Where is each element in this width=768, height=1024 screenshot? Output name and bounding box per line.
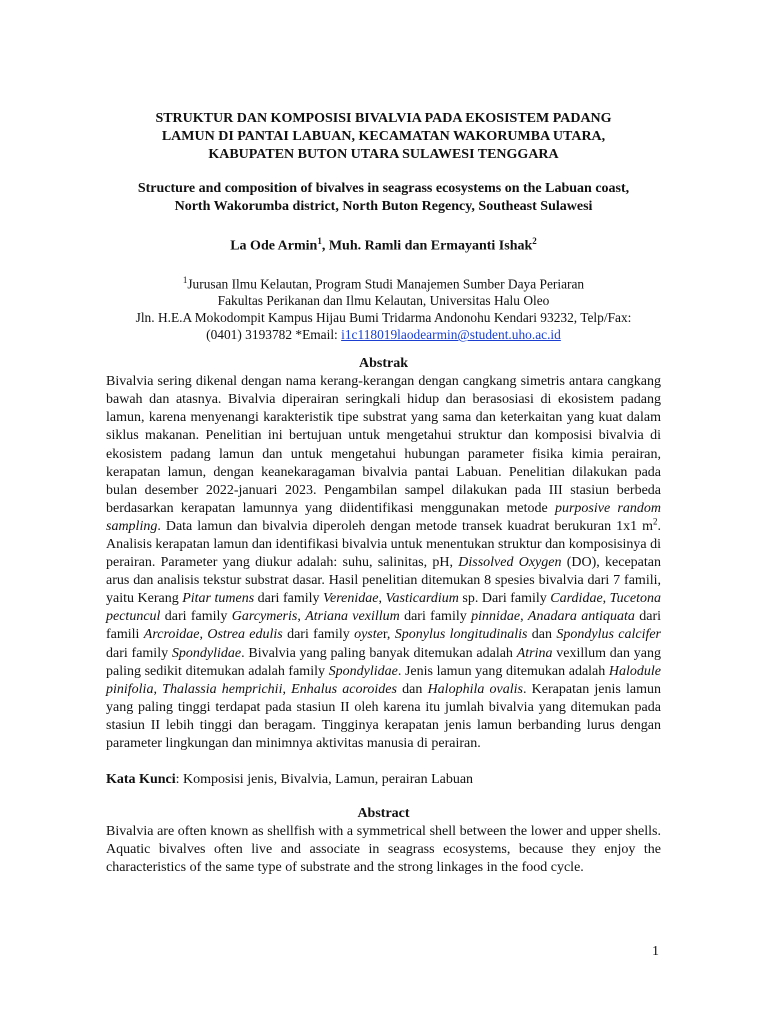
italic-term: pinnidae — [471, 609, 521, 625]
italic-term: purposive random sampling — [106, 500, 661, 534]
text-run: . Bivalvia yang paling banyak ditemukan adalah — [241, 645, 517, 661]
affiliation-line-1: Jurusan Ilmu Kelautan, Program Studi Manajemen Sumber Daya Periaran — [187, 276, 585, 292]
abstract-body: Bivalvia are often known as shellfish with a symmetrical shell between the lower and upper shells. Aquatic bivalves often live and associate in seagrass ecosystems, because they enjoy the characteristics of the same type of substrate and the strong linkages in the food cycle. — [106, 824, 661, 876]
italic-term: Pitar tumens — [182, 591, 255, 607]
affiliation-line-3: Jln. H.E.A Mokodompit Kampus Hijau Bumi Tridarma Andonohu Kendari 93232, Telp/Fax: — [135, 310, 632, 326]
text-run: Bivalvia sering dikenal dengan nama kerang-kerangan dengan cangkang simetris antara cangkang bawah dan atasnya. Bivalvia diperairan seringkali hidup dan berasosiasi di ekosistem padang lamun, karena menyenangi karakteristik tipe substrat yang sama dan keterkaitan yang kuat dalam siklus makanan. Penelitian ini bertujuan untuk mengetahui struktur dan komposisi bivalvia di ekosistem padang lamun dan untuk mengetahui hubungan parameter fisika kimia perairan, kerapatan lamun, dengan keanekaragaman bivalvia pantai Labuan. Penelitian dilakukan pada bulan desember 2022-januari 2023. Pengambilan sampel dilakukan pada III stasiun berbeda berdasarkan kerapatan lamunnya yang diidentifikasi menggunakan metode — [106, 374, 661, 516]
italic-term: Ostrea edulis — [207, 627, 283, 643]
author-rest: Muh. Ramli dan Ermayanti Ishak — [328, 238, 533, 254]
text-run: dari family — [160, 609, 232, 625]
affiliation — [106, 272, 661, 343]
italic-term: Spondylidae — [328, 663, 398, 679]
text-run: , — [602, 591, 610, 607]
italic-term: Atrina — [516, 645, 553, 661]
text-run: dari family — [282, 627, 355, 643]
text-run: dari family — [399, 609, 472, 625]
text-run: (DO), kecepatan arus dan analisis tekstur substrat dasar. Hasil penelitian ditemukan 8 spesies bivalvia dari 7 famili, yaitu Kerang — [106, 555, 661, 607]
italic-term: Verenidae — [323, 591, 379, 607]
author-1: La Ode Armin — [230, 238, 318, 254]
text-run: vexillum dan yang paling sedikit ditemukan adalah family — [106, 645, 662, 679]
email-link[interactable]: i1c118019laodearmin@student.uho.ac.id — [341, 327, 561, 343]
italic-term: Vasticardium — [385, 591, 459, 607]
text-run: dari family — [106, 645, 172, 661]
text-run: . Data lamun dan bivalvia diperoleh dengan metode transek kuadrat berukuran 1x1 m — [157, 518, 653, 534]
italic-term: Sponylus longitudinalis — [394, 627, 528, 643]
italic-term: Thalassia hemprichii — [162, 681, 283, 697]
affiliation-line-4: (0401) 3193782 *Email: — [206, 327, 342, 343]
italic-term: Arcroidae — [143, 627, 200, 643]
affiliation-line-2: Fakultas Perikanan dan Ilmu Kelautan, Universitas Halu Oleo — [217, 293, 550, 309]
italic-term: Garcymeris — [231, 609, 298, 625]
text-run: , — [520, 609, 528, 625]
italic-term: oyste — [354, 627, 383, 643]
italic-term: Halodule pinifolia — [106, 663, 661, 697]
subtitle-line-2: North Wakorumba district, North Buton Regency, Southeast Sulawesi — [174, 199, 593, 214]
text-run: . Analisis kerapatan lamun dan identifikasi bivalvia untuk menentukan struktur dan komposisinya di perairan. Parameter yang diukur adalah: suhu, salinitas, pH, — [106, 518, 661, 571]
text-run: dari family — [254, 591, 324, 607]
author-list — [106, 232, 661, 256]
author-rest-affil-mark: 2 — [532, 236, 537, 246]
text-run: dan — [527, 627, 557, 643]
keywords-label: Kata Kunci — [106, 772, 176, 788]
author-1-affil-mark: 1 — [317, 236, 322, 246]
text-run: . Jenis lamun yang ditemukan adalah — [397, 663, 609, 679]
text-run: dari famili — [106, 609, 662, 643]
page-number: 1 — [652, 944, 659, 959]
abstract-heading: Abstract — [357, 806, 410, 822]
title-line-2: LAMUN DI PANTAI LABUAN, KECAMATAN WAKORUMBA UTARA, — [161, 129, 606, 144]
keywords-text: : Komposisi jenis, Bivalvia, Lamun, perairan Labuan — [175, 772, 474, 788]
text-run: sp. Dari family — [458, 591, 551, 607]
keywords — [106, 771, 661, 789]
italic-term: Spondylus calcifer — [556, 627, 662, 643]
subtitle-line-1: Structure and composition of bivalves in seagrass ecosystems on the Labuan coast, — [137, 181, 630, 196]
italic-term: Anadara antiquata — [527, 609, 635, 625]
italic-term: Tucetona pectuncul — [106, 591, 662, 625]
italic-term: Halophila ovalis — [427, 681, 523, 697]
superscript: 2 — [653, 516, 658, 527]
italic-term: Cardidae — [550, 591, 603, 607]
text-run: , — [153, 681, 163, 697]
text-run: , — [199, 627, 208, 643]
paper-subtitle — [106, 180, 661, 216]
paper-page — [106, 110, 661, 877]
text-run: , — [378, 591, 386, 607]
italic-term: Atriana vexillum — [305, 609, 400, 625]
text-run: . Kerapatan jenis lamun yang paling tinggi terdapat pada stasiun II oleh karena itu jumlah bivalvia yang ditemukan pada stasiun II lebih tinggi dan beragam. Tingginya kerapatan jenis lamun berbanding lurus dengan parameter lingkungan dan minimnya aktivitas manusia di perairan. — [106, 681, 662, 751]
text-run: , — [297, 609, 306, 625]
text-run: r, — [382, 627, 395, 643]
italic-term: Spondylidae — [171, 645, 242, 661]
paper-title — [106, 110, 661, 164]
title-line-3: KABUPATEN BUTON UTARA SULAWESI TENGGARA — [208, 147, 559, 162]
italic-term: Enhalus acoroides — [291, 681, 397, 697]
italic-term: Dissolved Oxygen — [458, 555, 562, 571]
abstrak-heading: Abstrak — [358, 356, 408, 372]
abstrak-body — [106, 373, 661, 753]
text-run: dan — [396, 681, 428, 697]
text-run: , — [282, 681, 292, 697]
author-separator: , — [321, 238, 329, 254]
affiliation-mark: 1 — [182, 274, 188, 285]
title-line-1: STRUKTUR DAN KOMPOSISI BIVALVIA PADA EKOSISTEM PADANG — [155, 111, 612, 126]
